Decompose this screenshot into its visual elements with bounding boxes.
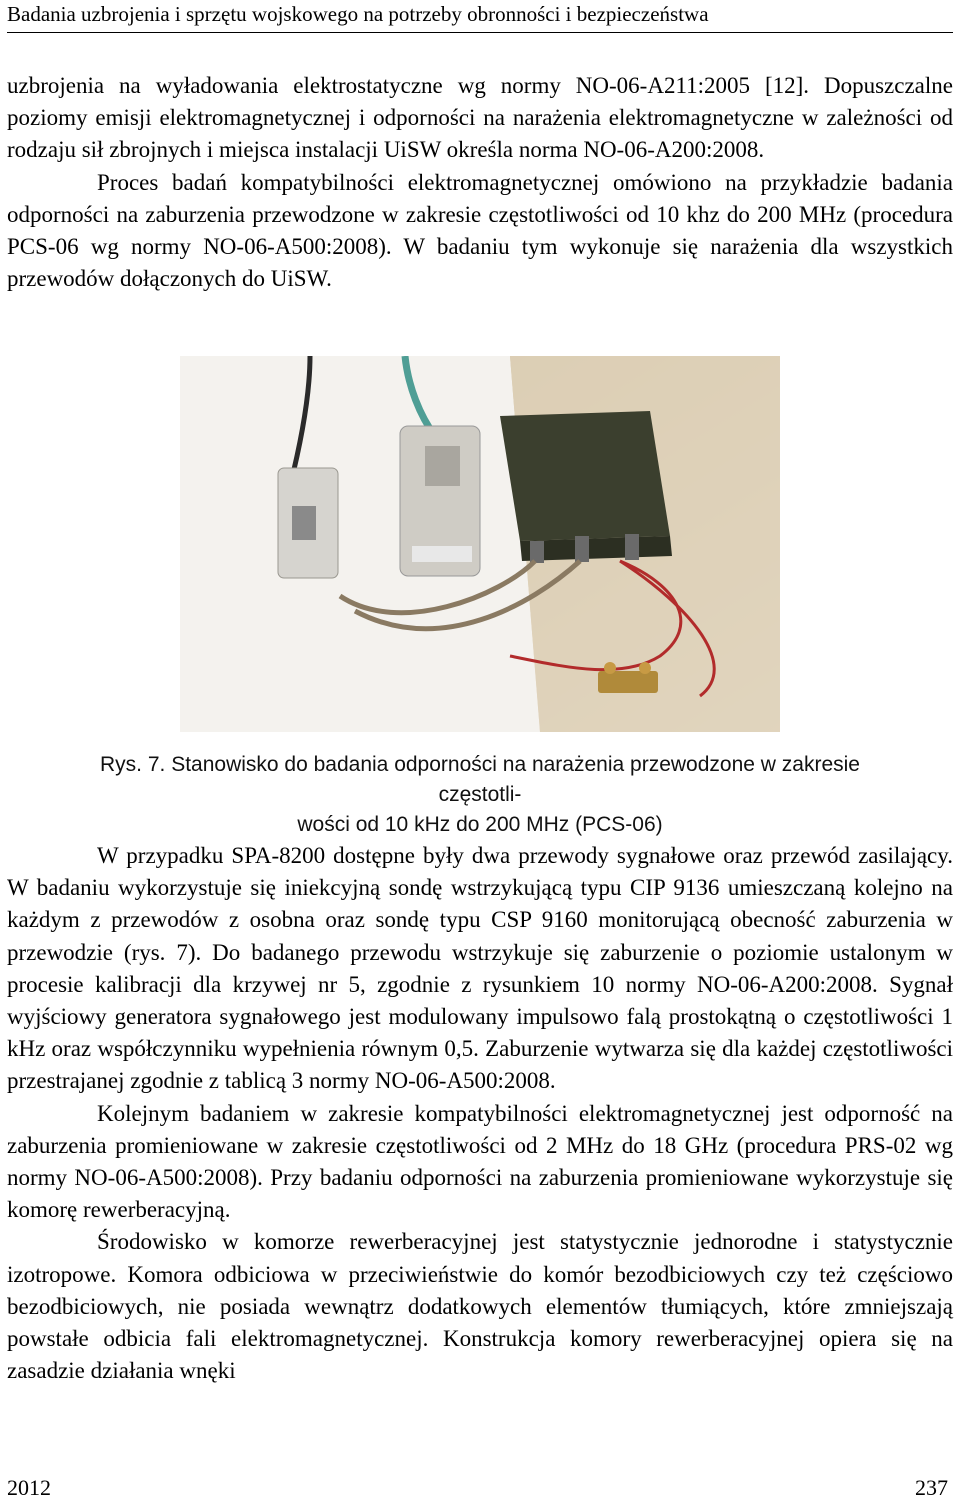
paragraph: W przypadku SPA-8200 dostępne były dwa przewody sygnałowe oraz przewód zasilający. W badaniu wykorzystuje się iniekcyjną sondę wstrzykującą typu CIP 9136 umieszczaną kolejno na każdym z przewodów z osobna oraz sondę typu CSP 9160 monitorującą obecność zaburzenia w przewodzie (rys. 7). Do badanego przewodu wstrzykuje się zaburzenie o poziomie ustalonym w procesie kalibracji dla krzywej nr 5, zgodnie z rysunkiem 10 normy NO-06-A200:2008. Sygnał wyjściowy generatora sygnałowego jest modulowany impulsowo falą prostokątną o częstotliwości 1 kHz oraz współczynniku wypełnienia równym 0,5. Zaburzenie wytwarza się dla każdej częstotliwości przestrajanej zgodnie z tablicą 3 normy NO-06-A500:2008. bbox=[7, 843, 953, 1094]
test-setup-photo bbox=[180, 356, 780, 732]
photo-illustration bbox=[180, 356, 780, 732]
body-text-top bbox=[7, 70, 953, 295]
footer-year: 2012 bbox=[7, 1475, 51, 1500]
paragraph: Kolejnym badaniem w zakresie kompatybilności elektromagnetycznej jest odporność na zaburzenia promieniowane w zakresie częstotliwości od 2 MHz do 18 GHz (procedura PRS-02 wg normy NO-06-A500:2008). Przy badaniu odporności na zaburzenia promieniowane wykorzystuje się komorę rewerberacyjną. bbox=[7, 1100, 953, 1223]
running-title: Badania uzbrojenia i sprzętu wojskowego na potrzeby obronności i bezpieczeństwa bbox=[7, 2, 709, 26]
running-header bbox=[7, 0, 953, 33]
caption-line: Rys. 7. Stanowisko do badania odporności na narażenia przewodzone w zakresie częstotli- bbox=[100, 753, 860, 806]
paragraph: uzbrojenia na wyładowania elektrostatyczne wg normy NO-06-A211:2005 [12]. Dopuszczalne poziomy emisji elektromagnetycznej i odporności na narażenia elektromagnetyczne w zależności od rodzaju sił zbrojnych i miejsca instalacji UiSW określa norma NO-06-A200:2008. bbox=[7, 73, 953, 163]
figure-caption bbox=[70, 750, 890, 840]
paragraph: Proces badań kompatybilności elektromagnetycznej omówiono na przykładzie badania odporności na zaburzenia przewodzone w zakresie częstotliwości od 10 khz do 200 MHz (procedura PCS-06 wg normy NO-06-A500:2008). W badaniu tym wykonuje się narażenia dla wszystkich przewodów dołączonych do UiSW. bbox=[7, 169, 953, 292]
page-number: 237 bbox=[915, 1475, 948, 1500]
paragraph: Środowisko w komorze rewerberacyjnej jest statystycznie jednorodne i statystycznie izotropowe. Komora odbiciowa w przeciwieństwie do komór bezodbiciowych czy też częściowo bezodbiciowych, nie posiada wewnątrz dodatkowych elementów tłumiących, które zmniejszają powstałe odbicia fali elektromagnetycznej. Konstrukcja komory rewerberacyjnej opiera się na zasadzie działania wnęki bbox=[7, 1229, 953, 1384]
caption-line: wości od 10 kHz do 200 MHz (PCS-06) bbox=[297, 813, 663, 836]
body-text-bottom bbox=[7, 840, 953, 1387]
